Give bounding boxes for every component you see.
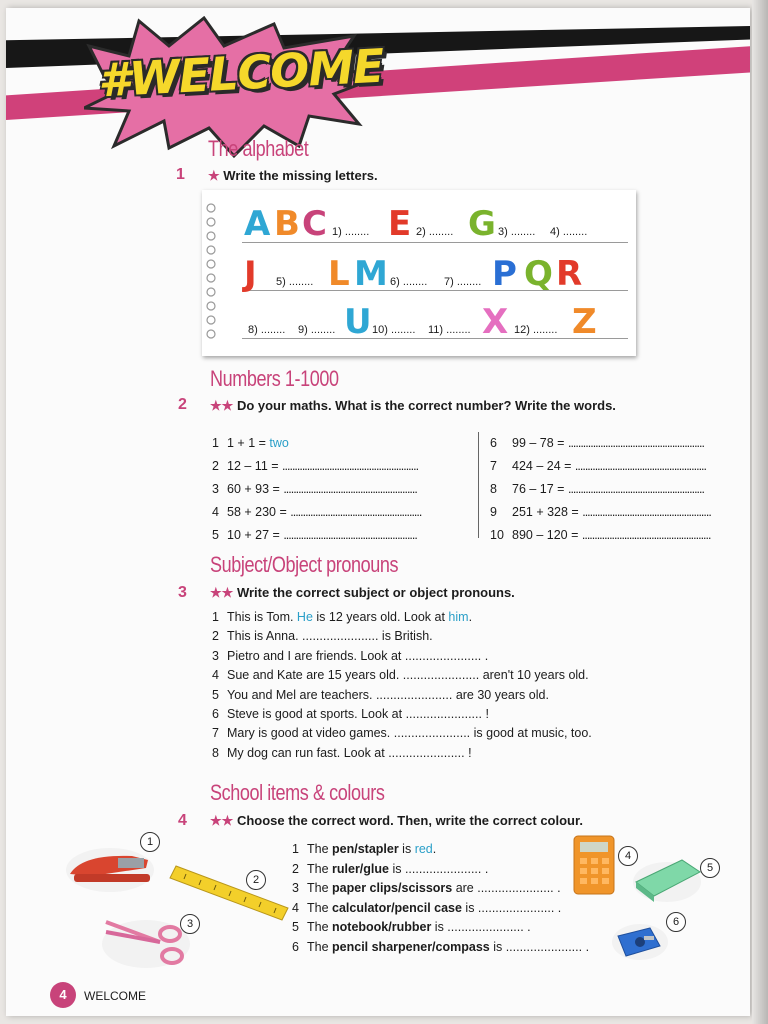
pronoun-item-8: 8 My dog can run fast. Look at ...................... !	[212, 745, 472, 760]
instruction-text: Choose the correct word. Then, write the correct colour.	[236, 813, 583, 828]
numbers-right-column	[490, 432, 711, 547]
letter-j: J	[244, 254, 257, 294]
column-divider	[478, 432, 479, 538]
picture-label-5: 5	[700, 858, 720, 878]
letter-m: M	[354, 254, 388, 294]
section-title-alphabet: The alphabet	[208, 136, 309, 161]
math-item-10: 10 890 – 120 = ....................................................	[490, 528, 711, 542]
math-item-5: 5 10 + 27 = ......................................................	[212, 528, 417, 542]
math-item-3: 3 60 + 93 = ......................................................	[212, 482, 417, 496]
school-item-6: 6 The pencil sharpener/compass is ...................... .	[292, 939, 590, 954]
picture-label-4: 4	[618, 846, 638, 866]
difficulty-stars: ★★	[210, 585, 234, 600]
instruction-text: Write the correct subject or object pronouns.	[236, 585, 515, 600]
math-item-6: 6 99 – 78 = .......................................................	[490, 436, 704, 450]
blank-9: 9) ........	[298, 324, 336, 336]
pronouns-list	[212, 608, 592, 763]
letter-r: R	[556, 254, 583, 294]
school-items-list	[292, 840, 589, 957]
school-item-3: 3 The paper clips/scissors are ...................... .	[292, 881, 561, 895]
exercise-number-2: 2	[178, 396, 187, 413]
answer-text: two	[269, 436, 289, 450]
school-item-2: 2 The ruler/glue is ...................... .	[292, 861, 489, 876]
section-title-numbers: Numbers 1-1000	[210, 366, 339, 391]
letter-x: X	[482, 302, 509, 342]
exercise-number-4: 4	[178, 812, 187, 829]
pronoun-item-7: 7 Mary is good at video games. ...................... is good at music, too.	[212, 726, 592, 741]
school-item-4: 4 The calculator/pencil case is ...................... .	[292, 900, 562, 915]
pencil-sharpener-icon	[610, 916, 670, 962]
letter-e: E	[388, 204, 412, 244]
blank-10: 10) ........	[372, 324, 416, 336]
letter-q: Q	[524, 254, 553, 294]
letter-l: L	[328, 254, 350, 294]
picture-label-1: 1	[140, 832, 160, 852]
math-item-4: 4 58 + 230 = .....................................................	[212, 505, 422, 519]
math-item-2: 2 12 – 11 = .......................................................	[212, 459, 419, 473]
picture-label-2: 2	[246, 870, 266, 890]
welcome-title: #WELCOME	[96, 38, 385, 108]
blank-8: 8) ........	[248, 324, 286, 336]
exercise-3-instruction	[210, 585, 515, 601]
blank-5: 5) ........	[276, 276, 314, 288]
letter-c: C	[302, 204, 327, 244]
calculator-icon	[570, 834, 618, 898]
section-title-school-items: School items & colours	[210, 780, 385, 805]
blank-2: 2) ........	[416, 226, 454, 238]
card-rule-3	[242, 338, 628, 339]
blank-3: 3) ........	[498, 226, 536, 238]
instruction-text: Write the missing letters.	[223, 168, 378, 183]
numbers-left-column	[212, 432, 421, 547]
exercise-2-instruction	[210, 398, 616, 414]
blank-6: 6) ........	[390, 276, 428, 288]
exercise-4-instruction	[210, 813, 583, 829]
alphabet-card	[202, 190, 636, 356]
math-item-8: 8 76 – 17 = .......................................................	[490, 482, 704, 496]
blank-7: 7) ........	[444, 276, 482, 288]
blank-4: 4) ........	[550, 226, 588, 238]
page-edge-shadow	[752, 0, 768, 1024]
section-title-pronouns: Subject/Object pronouns	[210, 552, 399, 577]
exercise-number-1: 1	[176, 166, 185, 183]
pronoun-item-2: 2 This is Anna. ...................... is British.	[212, 629, 433, 644]
school-item-5: 5 The notebook/rubber is ...................... .	[292, 920, 531, 934]
letter-a: A	[244, 204, 271, 244]
letter-g: G	[468, 204, 496, 244]
letter-z: Z	[572, 302, 597, 342]
pronoun-item-1: 1 This is Tom. He is 12 years old. Look at him.	[212, 610, 473, 624]
spiral-binding-icon	[204, 198, 218, 348]
letter-u: U	[344, 302, 372, 342]
difficulty-stars: ★★	[210, 398, 234, 413]
blank-11: 11) ........	[428, 324, 471, 336]
instruction-text: Do your maths. What is the correct number? Write the words.	[236, 398, 616, 413]
pronoun-item-6: 6 Steve is good at sports. Look at ...................... !	[212, 707, 489, 722]
difficulty-stars: ★★	[210, 813, 234, 828]
pronoun-item-4: 4 Sue and Kate are 15 years old. ...................... aren't 10 years old.	[212, 668, 589, 683]
exercise-number-3: 3	[178, 584, 187, 601]
math-item-9: 9 251 + 328 = ....................................................	[490, 505, 711, 519]
pronoun-item-5: 5 You and Mel are teachers. ...................... are 30 years old.	[212, 687, 549, 702]
math-item-1: 1 1 + 1 = two	[212, 436, 289, 450]
difficulty-stars: ★	[208, 168, 220, 183]
letter-b: B	[274, 204, 300, 244]
blank-1: 1) ........	[332, 226, 370, 238]
picture-label-6: 6	[666, 912, 686, 932]
letter-p: P	[492, 254, 517, 294]
blank-12: 12) ........	[514, 324, 558, 336]
pronoun-item-3: 3 Pietro and I are friends. Look at ...................... .	[212, 648, 489, 663]
math-item-7: 7 424 – 24 = .....................................................	[490, 459, 706, 473]
exercise-1-instruction	[208, 168, 378, 184]
workbook-page	[6, 8, 750, 1016]
footer-label: WELCOME	[84, 989, 147, 1003]
rubber-icon	[630, 854, 704, 904]
page-number-badge: 4	[50, 982, 76, 1008]
school-item-1: 1 The pen/stapler is red.	[292, 842, 437, 856]
picture-label-3: 3	[180, 914, 200, 934]
